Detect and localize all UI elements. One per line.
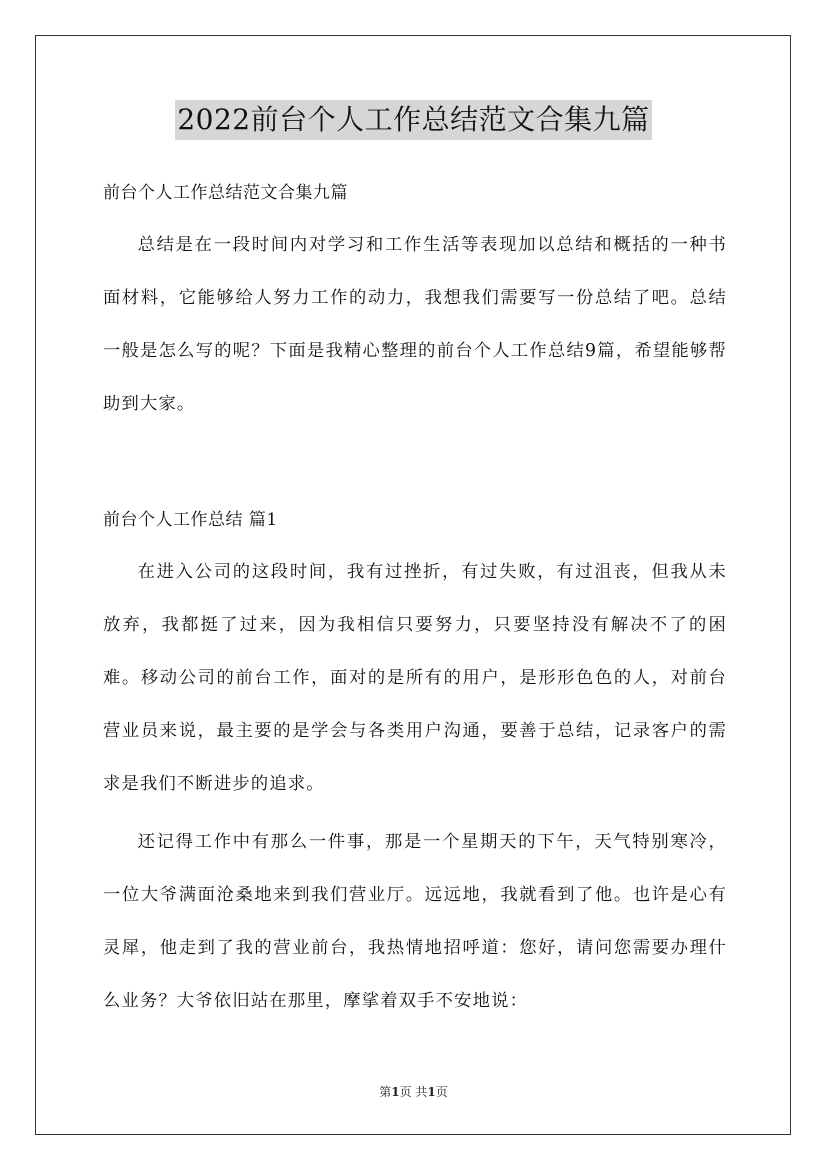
footer-page-suffix: 页 (435, 1085, 448, 1099)
title-wrap (0, 100, 827, 140)
footer-page-mid: 页 共 (399, 1085, 428, 1099)
section1-paragraph-1: 在进入公司的这段时间，我有过挫折，有过失败，有过沮丧，但我从未放弃，我都挺了过来，因为我相信只要努力，只要坚持没有解决不了的困难。移动公司的前台工作，面对的是所有的用户，是形形色色的人，对前台营业员来说，最主要的是学会与各类用户沟通，要善于总结，记录客户的需求是我们不断进步的追求。 (103, 562, 727, 794)
footer-page-current: 1 (391, 1085, 400, 1099)
document-subtitle: 前台个人工作总结范文合集九篇 (103, 183, 348, 203)
section1-paragraph-2: 还记得工作中有那么一件事，那是一个星期天的下午，天气特别寒冷，一位大爷满面沧桑地来到我们营业厅。远远地，我就看到了他。也许是心有灵犀，他走到了我的营业前台，我热情地招呼道：您好，请问您需要办理什么业务？大爷依旧站在那里，摩挲着双手不安地说： (103, 832, 727, 1011)
section-heading-1: 前台个人工作总结 篇1 (103, 510, 278, 530)
document-title: 2022前台个人工作总结范文合集九篇 (175, 100, 651, 140)
intro-paragraph: 总结是在一段时间内对学习和工作生活等表现加以总结和概括的一种书面材料，它能够给人努力工作的动力，我想我们需要写一份总结了吧。总结一般是怎么写的呢？下面是我精心整理的前台个人工作总结9篇，希望能够帮助到大家。 (103, 235, 727, 414)
footer-page-total: 1 (427, 1085, 436, 1099)
footer-page-prefix: 第 (379, 1085, 392, 1099)
page-footer (0, 1084, 827, 1100)
